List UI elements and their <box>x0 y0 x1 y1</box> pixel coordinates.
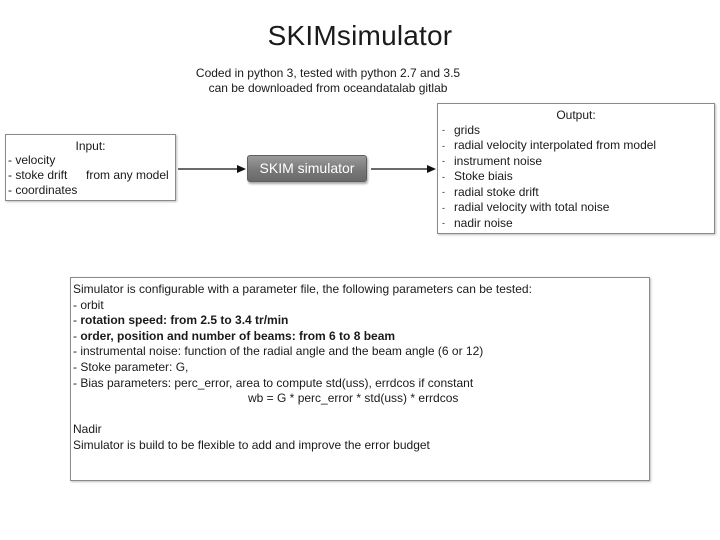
subtitle-line-1: Coded in python 3, tested with python 2.7 and 3.5 <box>195 66 461 80</box>
input-note: from any model <box>86 168 169 182</box>
flexibility-note: Simulator is build to be flexible to add and improve the error budget <box>73 437 430 452</box>
parameters-text <box>73 282 532 454</box>
input-list <box>8 153 77 198</box>
input-heading: Input: <box>75 139 106 153</box>
parameter-beams: - order, position and number of beams: from 6 to 8 beam <box>73 328 396 343</box>
page-title: SKIMsimulator <box>267 20 453 51</box>
subtitle <box>140 66 516 96</box>
output-arrow <box>367 162 439 176</box>
output-item: - instrument noise <box>442 153 543 168</box>
bias-formula: wb = G * perc_error * std(uss) * errdcos <box>248 391 459 406</box>
output-item: - radial velocity interpolated from model <box>442 138 657 153</box>
output-item: - radial stoke drift <box>442 184 539 199</box>
output-heading: Output: <box>556 108 596 122</box>
parameters-intro: Simulator is configurable with a parameter file, the following parameters can be tested: <box>73 282 532 296</box>
parameter-rotation: - rotation speed: from 2.5 to 3.4 tr/min <box>73 313 289 328</box>
output-item: - Stoke biais <box>442 169 513 184</box>
input-item-coordinates: - coordinates <box>8 183 78 197</box>
output-box <box>437 103 715 234</box>
skim-simulator-box: SKIM simulator <box>247 155 367 182</box>
output-item: - grids <box>442 123 481 137</box>
output-list <box>442 123 656 231</box>
parameters-box <box>70 277 650 481</box>
input-item-stoke-drift: - stoke drift <box>8 168 68 182</box>
input-arrow <box>176 162 248 176</box>
input-box <box>5 134 176 201</box>
nadir-label: Nadir <box>73 422 102 437</box>
subtitle-line-2: can be downloaded from oceandatalab gitlab <box>208 81 448 95</box>
parameter-stoke: - Stoke parameter: G, <box>73 359 189 374</box>
spacer <box>73 407 532 423</box>
input-item-velocity: - velocity <box>8 153 56 167</box>
parameter-orbit: - orbit <box>73 297 104 312</box>
output-item: - nadir noise <box>442 215 513 230</box>
parameter-bias: - Bias parameters: perc_error, area to compute std(uss), errdcos if constant <box>73 375 474 390</box>
parameter-noise: - instrumental noise: function of the radial angle and the beam angle (6 or 12) <box>73 344 484 359</box>
output-item: - radial velocity with total noise <box>442 200 610 215</box>
